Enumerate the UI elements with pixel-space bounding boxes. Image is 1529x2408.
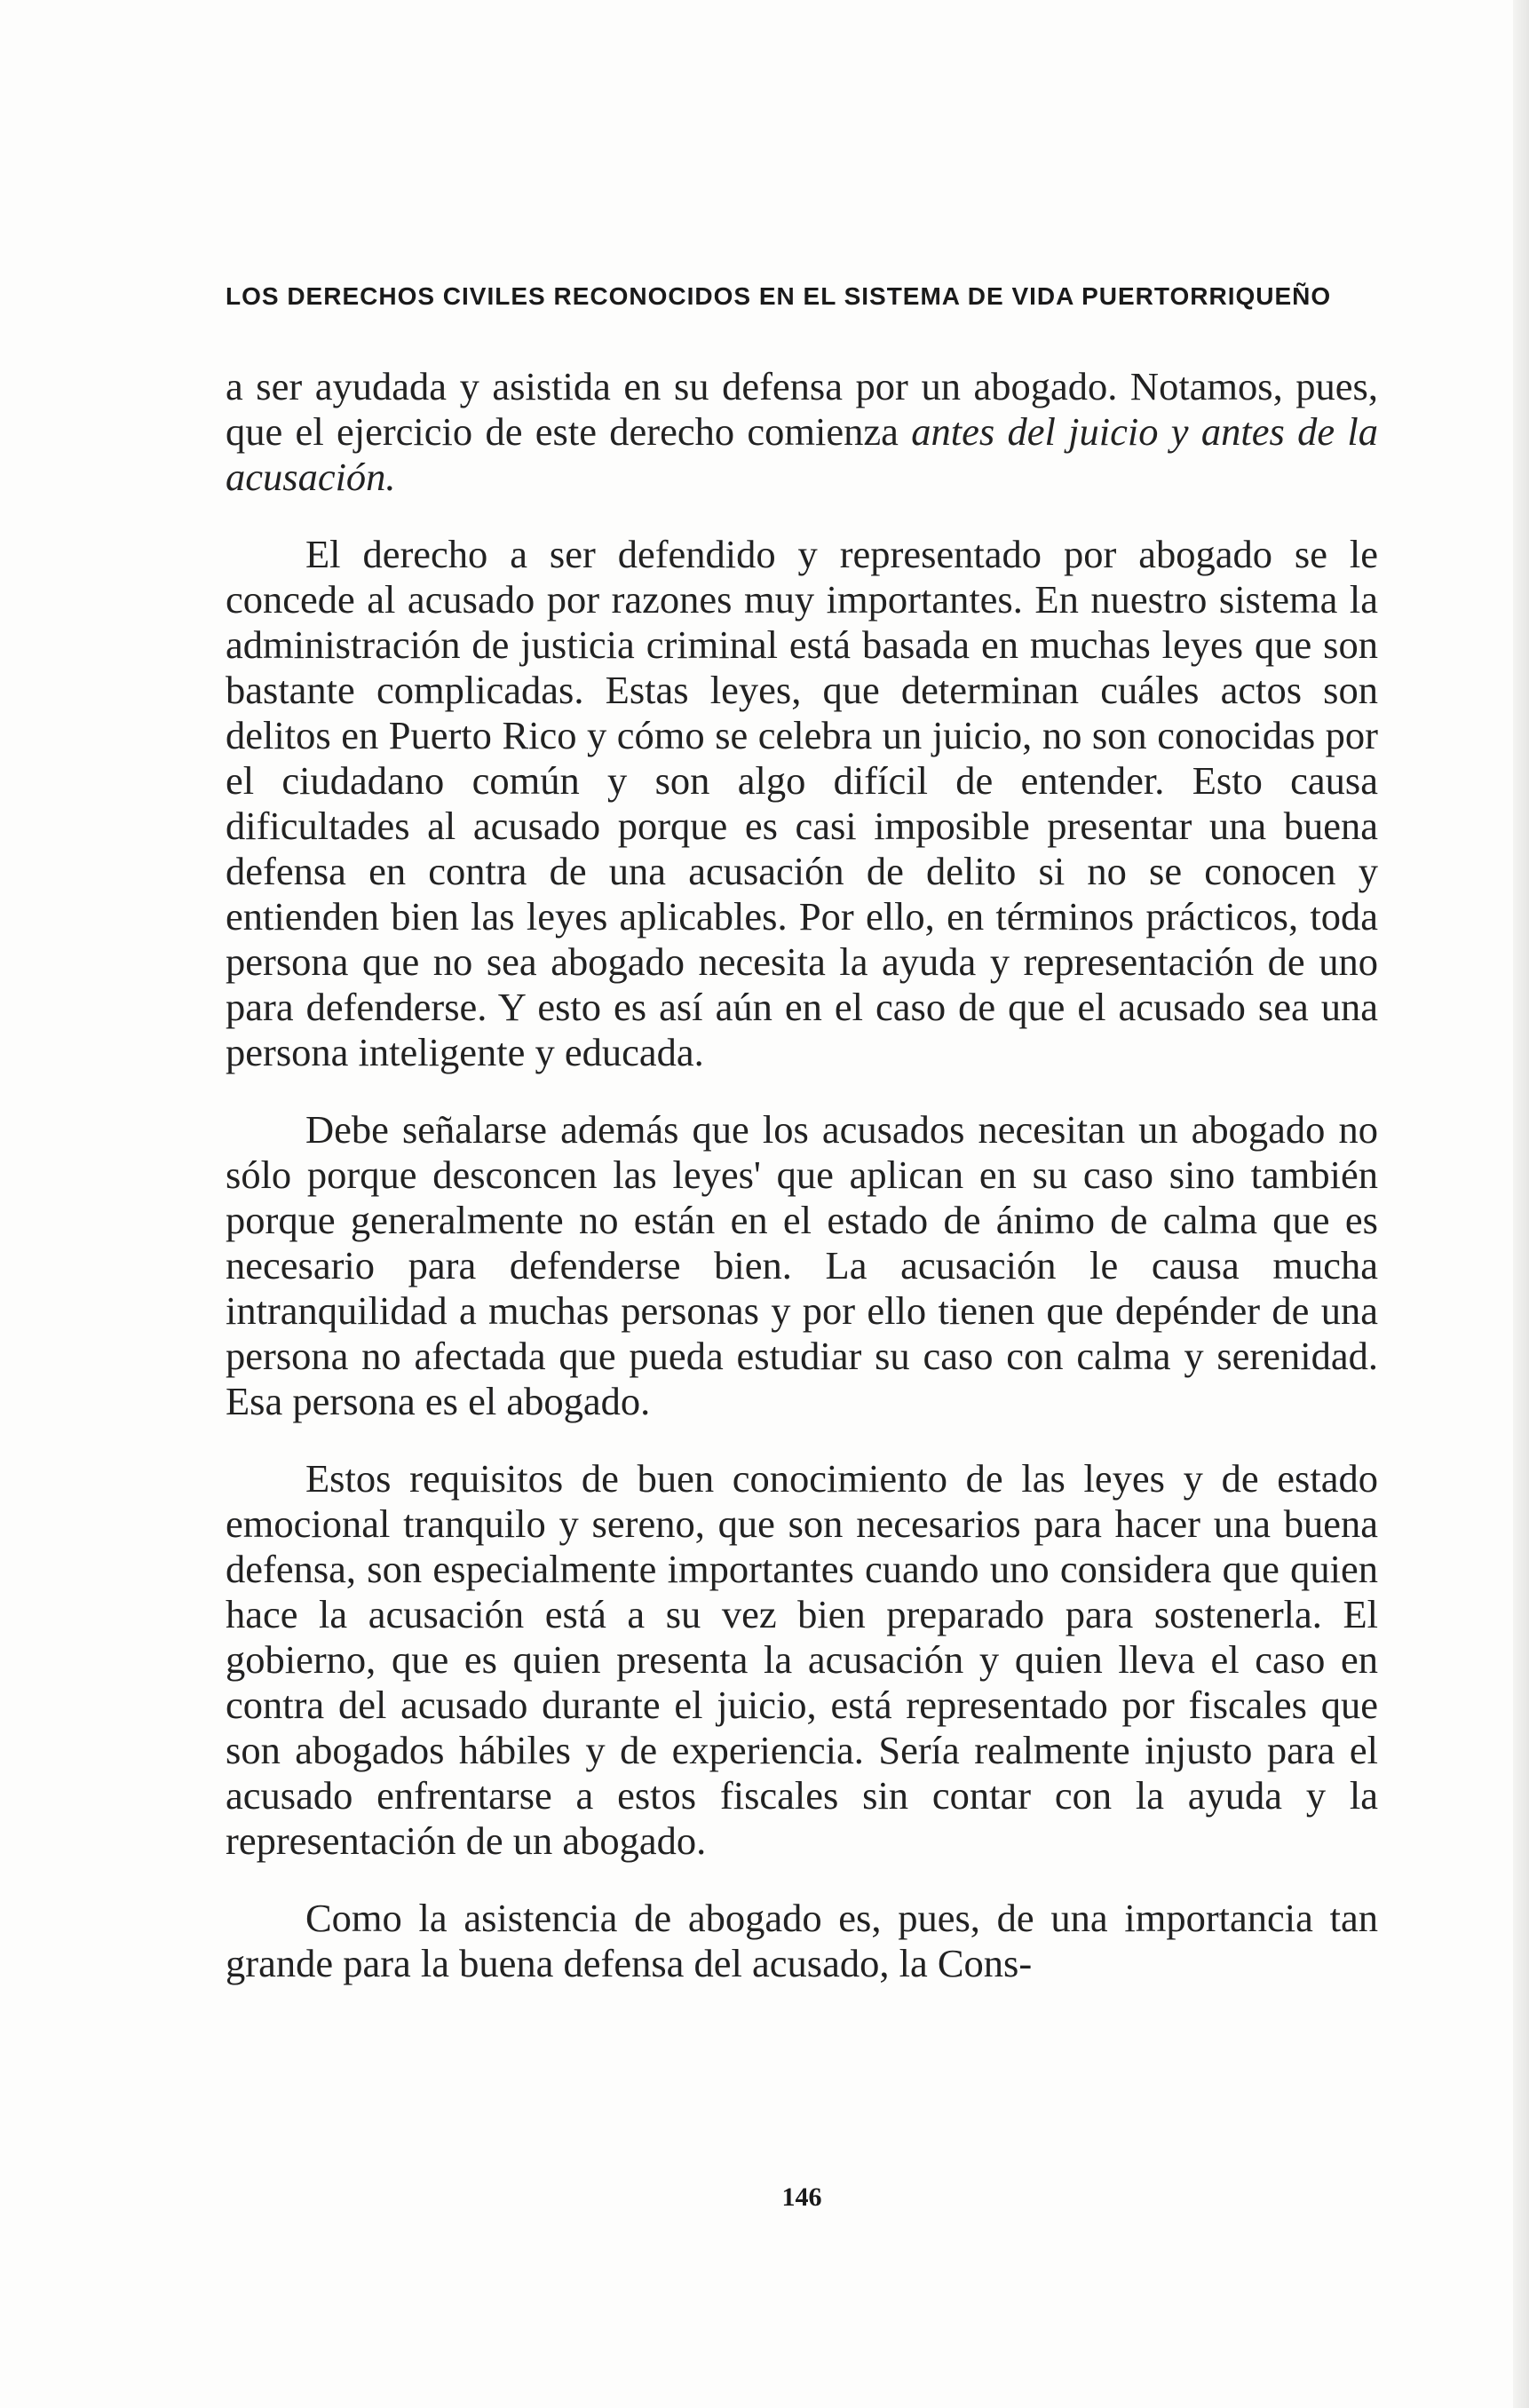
paragraph-5: Como la asistencia de abogado es, pues, de una importancia tan grande para la buena defensa del acusado, la Cons- (226, 1896, 1378, 1985)
page-edge-shadow (1513, 0, 1529, 2408)
paragraph-2: El derecho a ser defendido y representado por abogado se le concede al acusado por razones muy importantes. En nuestro sistema la administración de justicia criminal está basada en muchas leyes que son bastante complicadas. Estas leyes, que determinan cuáles actos son delitos en Puerto Rico y cómo se celebra un juicio, no son conocidas por el ciudadano común y son algo difícil de entender. Esto causa dificultades al acusado porque es casi imposible presentar una buena defensa en contra de una acusación de delito si no se conocen y entienden bien las leyes aplicables. Por ello, en términos prácticos, toda persona que no sea abogado necesita la ayuda y representación de uno para defenderse. Y esto es así aún en el caso de que el acusado sea una persona inteligente y educada. (226, 532, 1378, 1074)
paragraph-1-text: a ser ayudada y asistida en su defensa por un abogado. Notamos, pues, que el ejercicio de este derecho comienza (226, 364, 1378, 454)
paragraph-3: Debe señalarse además que los acusados necesitan un abogado no sólo porque desconcen las leyes' que aplican en su caso sino también porque generalmente no están en el estado de ánimo de calma que es necesario para defenderse bien. La acusación le causa mucha intranquilidad a muchas personas y por ello tienen que depénder de una persona no afectada que pueda estudiar su caso con calma y serenidad. Esa persona es el abogado. (226, 1107, 1378, 1423)
page-number: 146 (781, 2182, 822, 2212)
paragraph-1 (226, 364, 1378, 500)
paragraph-4: Estos requisitos de buen conocimiento de las leyes y de estado emocional tranquilo y sereno, que son necesarios para hacer una buena defensa, son especialmente importantes cuando uno considera que quien hace la acusación está a su vez bien preparado para sostenerla. El gobierno, que es quien presenta la acusación y quien lleva el caso en contra del acusado durante el juicio, está representado por fiscales que son abogados hábiles y de experiencia. Sería realmente injusto para el acusado enfrentarse a estos fiscales sin contar con la ayuda y la representación de un abogado. (226, 1456, 1378, 1863)
body-text (226, 364, 1378, 1986)
running-head: LOS DERECHOS CIVILES RECONOCIDOS EN EL SISTEMA DE VIDA PUERTORRIQUEÑO (226, 282, 1332, 310)
paragraph-1-italic: antes del juicio y antes de la acusación. (226, 409, 1379, 499)
